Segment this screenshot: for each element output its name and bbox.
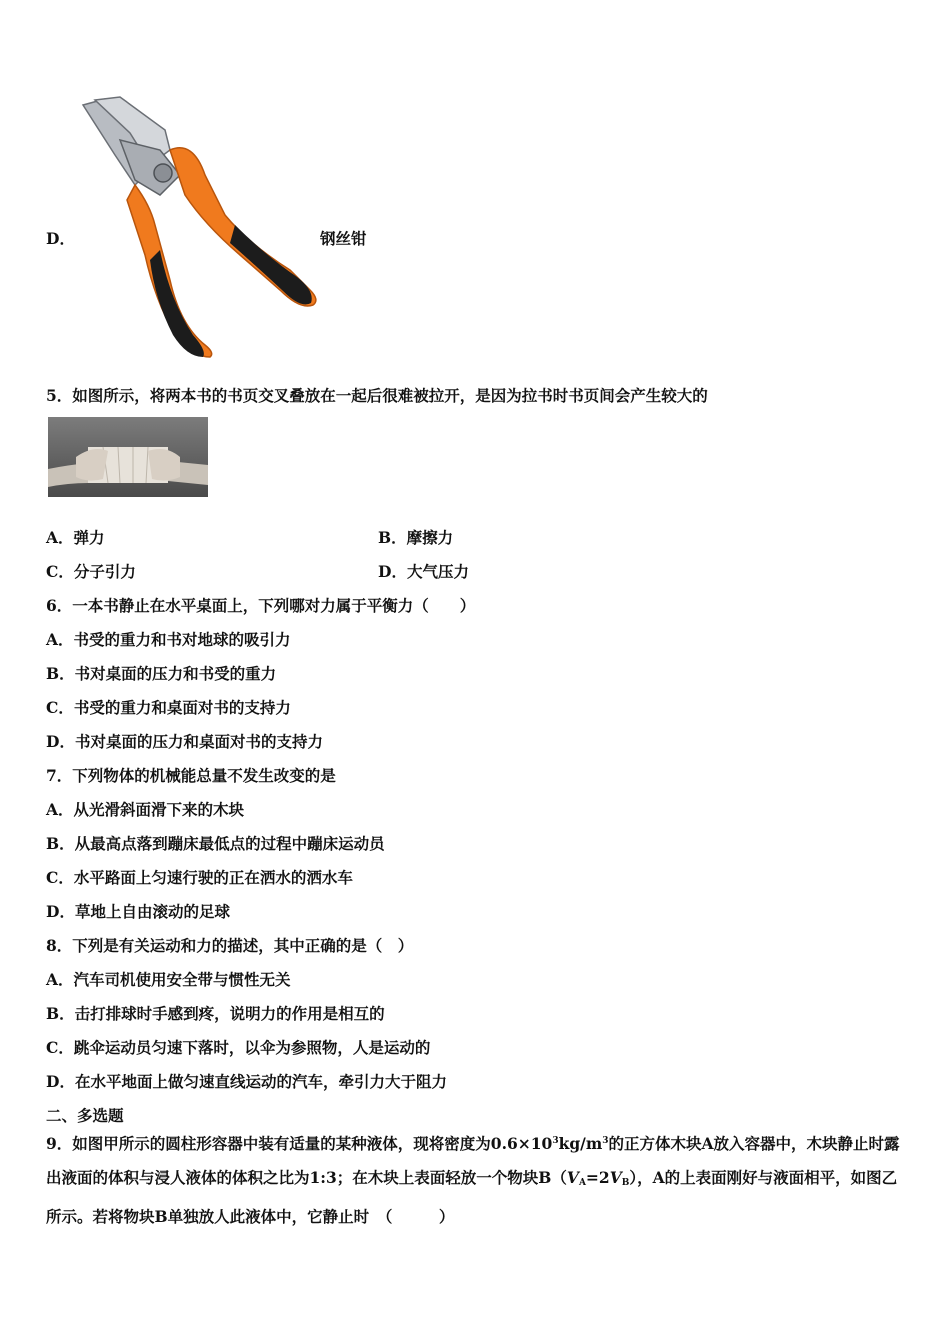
q7-option-b: B．从最高点落到蹦床最低点的过程中蹦床运动员 xyxy=(46,834,385,853)
q5-stem: 5．如图所示，将两本书的书页交叉叠放在一起后很难被拉开，是因为拉书时书页间会产生较大的 xyxy=(46,386,708,405)
q5-option-d: D．大气压力 xyxy=(378,562,469,581)
q7-option-a: A．从光滑斜面滑下来的木块 xyxy=(46,800,245,819)
q6-option-a: A．书受的重力和书对地球的吸引力 xyxy=(46,630,291,649)
q6-stem: 6．一本书静止在水平桌面上，下列哪对力属于平衡力（ ） xyxy=(46,596,476,615)
q7-stem: 7．下列物体的机械能总量不发生改变的是 xyxy=(46,766,336,785)
q8-option-b: B．击打排球时手感到疼，说明力的作用是相互的 xyxy=(46,1004,385,1023)
q6-option-d: D．书对桌面的压力和桌面对书的支持力 xyxy=(46,732,323,751)
q6-option-c: C．书受的重力和桌面对书的支持力 xyxy=(46,698,291,717)
q8-option-d: D．在水平地面上做匀速直线运动的汽车，牵引力大于阻力 xyxy=(46,1072,447,1091)
q5-option-b: B．摩擦力 xyxy=(378,528,454,547)
q6-option-b: B．书对桌面的压力和书受的重力 xyxy=(46,664,277,683)
q4-option-d-label: D． xyxy=(46,229,75,248)
q9-stem: 9．如图甲所示的圆柱形容器中装有适量的某种液体，现将密度为$0.6\times 10^3kg/m^3$的正方体木块A放入容器中，木块静止时露出液面的体积与浸人液体的体积之比为1:3；在木块上表面轻放一个物块$B(V_A=2V_B)$，A的上表面刚好与液面相平，如图乙所示。若将物块B单独放人此液体中，它静止时 （ ） xyxy=(46,1134,900,1226)
q5-option-c: C．分子引力 xyxy=(46,562,136,581)
q8-stem: 8．下列是有关运动和力的描述，其中正确的是（ ） xyxy=(46,936,414,955)
q7-option-c: C．水平路面上匀速行驶的正在洒水的洒水车 xyxy=(46,868,353,887)
section-title-multi-choice: 二、多选题 xyxy=(46,1106,124,1125)
q4-option-d-text: 钢丝钳 xyxy=(320,229,367,248)
books-photo xyxy=(48,417,208,497)
pliers-icon xyxy=(75,95,325,360)
q8-option-c: C．跳伞运动员匀速下落时，以伞为参照物，人是运动的 xyxy=(46,1038,431,1057)
q5-option-a: A．弹力 xyxy=(46,528,105,547)
q8-option-a: A．汽车司机使用安全带与惯性无关 xyxy=(46,970,291,989)
q7-option-d: D．草地上自由滚动的足球 xyxy=(46,902,230,921)
